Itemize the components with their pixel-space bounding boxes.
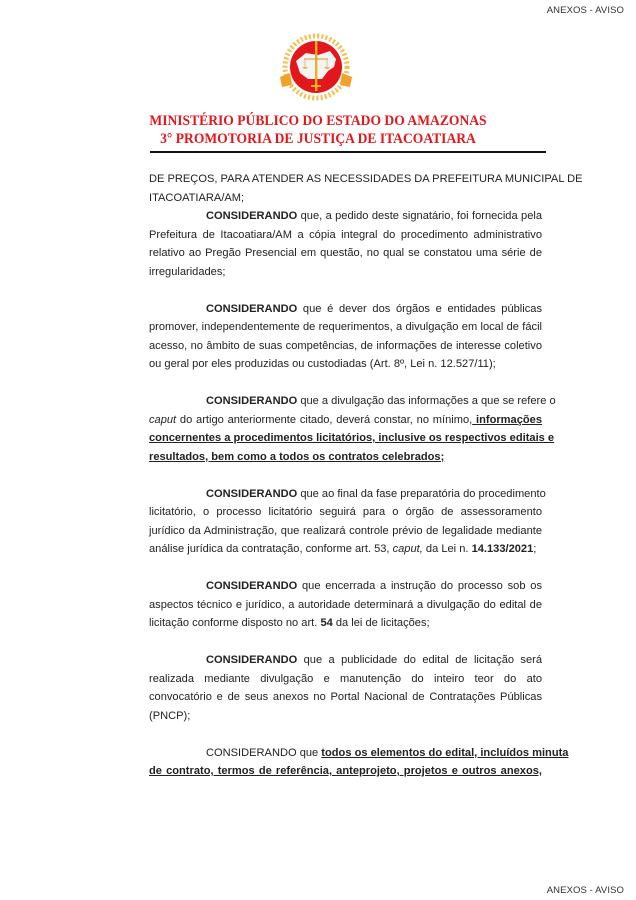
header-institution: MINISTÉRIO PÚBLICO DO ESTADO DO AMAZONAS [149, 113, 487, 129]
paragraph-considerando-7: CONSIDERANDO que todos os elementos do edital, incluídos minuta de contrato, termos de referência, anteprojeto, projetos e outros anexos, [149, 746, 569, 777]
paragraph-considerando-2: CONSIDERANDO que é dever dos órgãos e entidades públicas promover, independentemente de requerimentos, a divulgação em local de fácil acesso, no âmbito de suas competências, de informações de interesse coletivo ou geral por eles produzidas ou custodiadas (Art. 8º, Lei n. 12.527/11); [149, 302, 542, 370]
paragraph-considerando-6: CONSIDERANDO que a publicidade do edital de licitação será realizada mediante divulgação e manutenção do inteiro teor do ato convocatório e de seus anexos no Portal Nacional de Contratações Públicas (PNCP); [149, 654, 542, 722]
page-stamp-bottom: ANEXOS - AVISO [546, 885, 624, 896]
header-divider [150, 151, 546, 153]
paragraph-considerando-3: CONSIDERANDO que a divulgação das informações a que se refere o caput do artigo anteriormente citado, deverá constar, no mínimo, informações concernentes a procedimentos licitatórios, inclusive os respectivos editais e resultados, bem como a todos os contratos celebrados; [149, 395, 556, 463]
mp-amazonas-seal-icon [278, 33, 354, 101]
document-body [149, 170, 583, 781]
paragraph-considerando-4: CONSIDERANDO que ao final da fase preparatória do procedimento licitatório, o processo licitatório seguirá para o órgão de assessoramento jurídico da Administração, que realizará controle prévio de legalidade mediante análise jurídica da contratação, conforme art. 53, caput, da Lei n. 14.133/2021; [149, 487, 546, 555]
page-stamp-top: ANEXOS - AVISO [546, 5, 624, 16]
paragraph-considerando-1: CONSIDERANDO que, a pedido deste signatário, foi fornecida pela Prefeitura de Itacoatiara/AM a cópia integral do procedimento administrativo relativo ao Pregão Presencial em questão, no qual se constatou uma série de irregularidades; [149, 210, 542, 278]
header-promotoria: 3° PROMOTORIA DE JUSTIÇA DE ITACOATIARA [160, 131, 476, 147]
paragraph-considerando-5: CONSIDERANDO que encerrada a instrução do processo sob os aspectos técnico e jurídico, a autoridade determinará a divulgação do edital de licitação conforme disposto no art. 54 da lei de licitações; [149, 580, 542, 629]
paragraph-continuation: DE PREÇOS, PARA ATENDER AS NECESSIDADES DA PREFEITURA MUNICIPAL DE ITACOATIARA/AM; [149, 173, 583, 204]
